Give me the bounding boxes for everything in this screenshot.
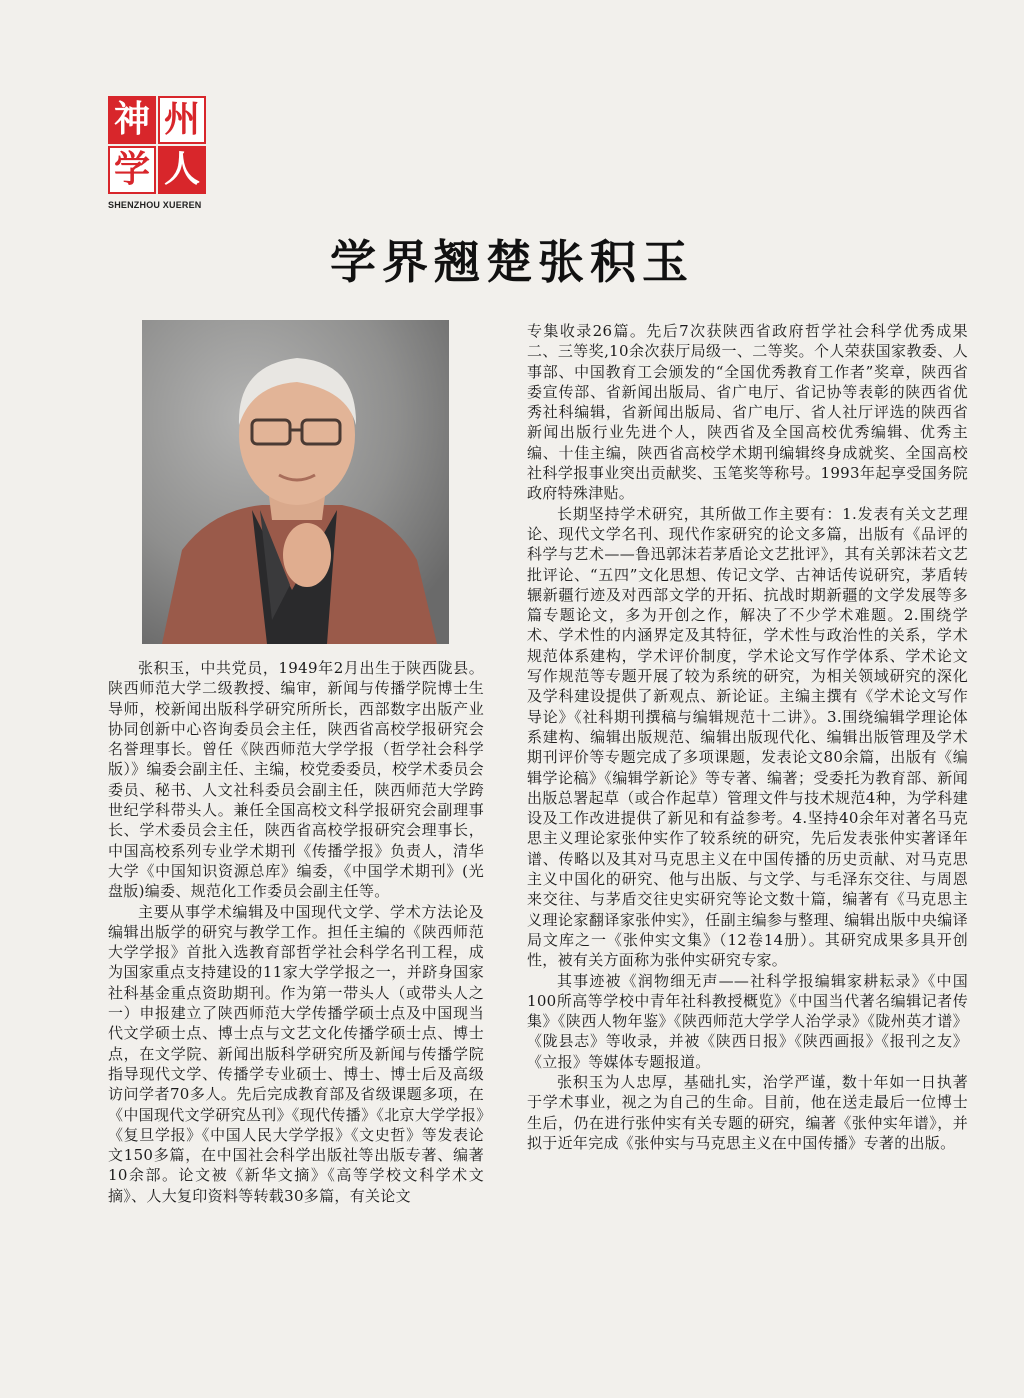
media-coverage-paragraph: 其事迹被《润物细无声——社科学报编辑家耕耘录》《中国100所高等学校中青年社科教授概览》《中国当代著名编辑记者传集》《陕西人物年鉴》《陕西师范大学学人治学录》《陇州英才谱》《陇县志》等收录，并被《陕西日报》《陕西画报》《报刊之友》《立报》等媒体专题报道。 — [527, 971, 968, 1071]
research-paragraph: 主要从事学术编辑及中国现代文学、学术方法论及编辑出版学的研究与教学工作。担任主编的《陕西师范大学学报》首批入选教育部哲学社会科学名刊工程，成为国家重点支持建设的11家大学学报之一，并跻身国家社科基金重点资助期刊。作为第一带头人（或带头人之一）申报建立了陕西师范大学传播学硕士点及中国现当代文学硕士点、博士点与文艺文化传播学硕士点、博士点，在文学院、新闻出版科学研究所及新闻与传播学院指导现代文学、传播学专业硕士、博士、博士后及高级访问学者70多人。先后完成教育部及省级课题多项，在《中国现代文学研究丛刊》《现代传播》《北京大学学报》《复旦学报》《中国人民大学学报》《文史哲》等发表论文150多篇，在中国社会科学出版社等出版专著、编著10余部。论文被《新华文摘》《高等学校文科学术文摘》、人大复印资料等转载30多篇，有关论文 — [108, 902, 484, 1205]
logo-char-shen: 神 — [108, 96, 156, 144]
awards-paragraph: 专集收录26篇。先后7次获陕西省政府哲学社会科学优秀成果二、三等奖,10余次获厅局级一、二等奖。个人荣获国家教委、人事部、中国教育工会颁发的“全国优秀教育工作者”奖章，陕西省委宣传部、省新闻出版局、省广电厅、省记协等表彰的陕西省优秀社科编辑，省新闻出版局、省广电厅、省人社厅评选的陕西省新闻出版行业先进个人，陕西省及全国高校优秀编辑、优秀主编、十佳主编，陕西省高校学术期刊编辑终身成就奖、全国高校社科学报事业突出贡献奖、玉笔奖等称号。1993年起享受国务院政府特殊津贴。 — [527, 322, 968, 503]
shenzhou-xueren-logo — [108, 96, 212, 212]
logo-char-ren: 人 — [158, 146, 206, 194]
logo-char-xue: 学 — [108, 146, 156, 194]
character-paragraph: 张积玉为人忠厚，基础扎实，治学严谨，数十年如一日执著于学术事业，视之为自己的生命。目前，他在送走最后一位博士生后，仍在进行张仲实有关专题的研究，编著《张仲实年谱》，并拟于近年完成《张仲实与马克思主义在中国传播》专著的出版。 — [527, 1072, 968, 1152]
left-text-column — [108, 658, 484, 1206]
article-title: 学界翘楚张积玉 — [330, 235, 694, 289]
right-text-column — [527, 321, 968, 1153]
logo-grid — [108, 96, 208, 196]
logo-subtitle: SHENZHOU XUEREN — [108, 200, 202, 210]
research-work-paragraph: 长期坚持学术研究，其所做工作主要有：1.发表有关文艺理论、现代文学名刊、现代作家研究的论文多篇，出版有《品评的科学与艺术——鲁迅郭沫若茅盾论文艺批评》，其有关郭沫若文艺批评论、“五四”文化思想、传记文学、古神话传说研究，茅盾转辗新疆行迹及对西部文学的开拓、抗战时期新疆的文学发展等多篇专题论文，多为开创之作，解决了不少学术难题。2.围绕学术、学术性的内涵界定及其特征，学术性与政治性的关系，学术规范体系建构，学术评价制度，学术论文写作学体系、学术论文写作规范等专题开展了较为系统的研究，为相关领域研究的深化及学科建设提供了新观点、新论证。主编主撰有《学术论文写作导论》《社科期刊撰稿与编辑规范十二讲》。3.围绕编辑学理论体系建构、编辑出版规范、编辑出版现代化、编辑出版管理及学术期刊评价等专题完成了多项课题，发表论文80余篇，出版有《编辑学论稿》《编辑学新论》等专著、编著；受委托为教育部、新闻出版总署起草（或合作起草）管理文件与技术规范4种，为学科建设及工作改进提供了新见和有益参考。4.坚持40余年对著名马克思主义理论家张仲实作了较系统的研究，先后发表张仲实著译年谱、传略以及其对马克思主义在中国传播的历史贡献、对马克思主义中国化的研究、他与出版、与文学、与毛泽东交往、与周恩来交往、与茅盾交往史实研究等论文数十篇，编著有《马克思主义理论家翻译家张仲实》，任副主编参与整理、编辑出版中央编译局文库之一《张仲实文集》（12卷14册）。其研究成果多具开创性，被有关方面称为张仲实研究专家。 — [527, 504, 968, 970]
logo-char-zhou: 州 — [158, 96, 206, 144]
bio-paragraph: 张积玉，中共党员，1949年2月出生于陕西陇县。陕西师范大学二级教授、编审，新闻与传播学院博士生导师，校新闻出版科学研究所所长，西部数字出版产业协同创新中心咨询委员会主任，陕西省高校学报研究会名誉理事长。曾任《陕西师范大学学报（哲学社会科学版）》编委会副主任、主编，校党委委员，校学术委员会委员、秘书、人文社科委员会副主任，陕西师范大学跨世纪学科带头人。兼任全国高校文科学报研究会副理事长、学术委员会主任，陕西省高校学报研究会理事长，中国高校系列专业学术期刊《传播学报》负责人，清华大学《中国知识资源总库》编委，《中国学术期刊》(光盘版)编委、规范化工作委员会副主任等。 — [108, 659, 484, 901]
portrait-photo — [142, 320, 449, 644]
